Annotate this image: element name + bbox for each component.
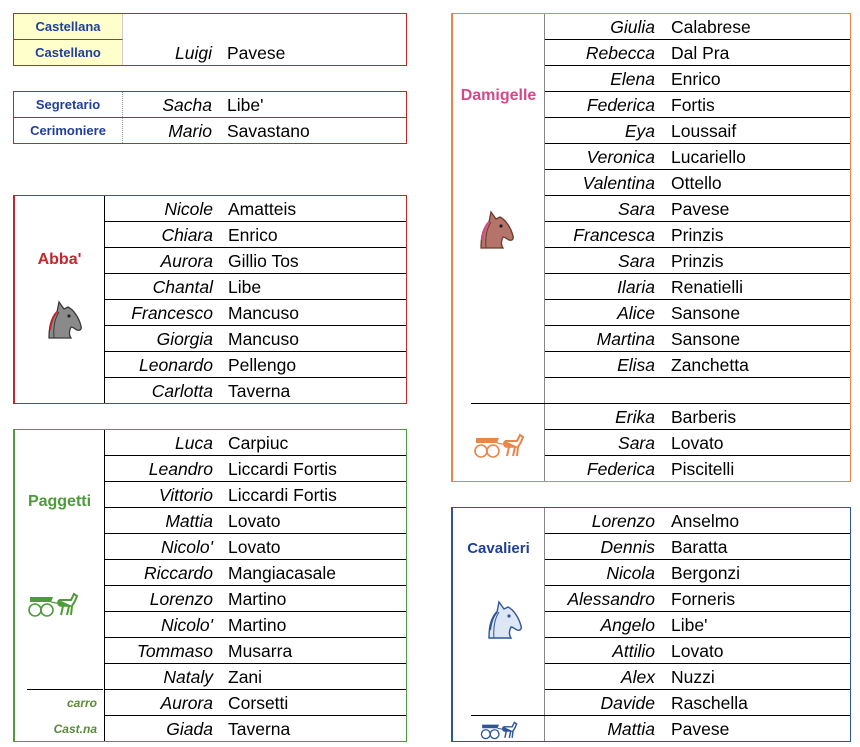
first-name: Veronica xyxy=(586,147,655,167)
horse-head-icon xyxy=(473,208,517,255)
last-name: Libe' xyxy=(227,95,264,115)
last-name: Martino xyxy=(228,589,287,609)
list-item xyxy=(105,378,406,404)
list-item xyxy=(545,430,850,456)
castellano-row xyxy=(122,40,406,66)
list-item xyxy=(545,586,850,612)
first-name: Angelo xyxy=(600,615,655,635)
paggetti-group xyxy=(13,429,407,742)
castellani-box xyxy=(13,13,407,66)
list-item xyxy=(545,222,850,248)
last-name: Martino xyxy=(228,615,287,635)
last-name: Savastano xyxy=(227,121,310,141)
abba-list xyxy=(105,196,406,403)
list-item xyxy=(105,664,406,690)
first-name: Luca xyxy=(175,433,213,453)
list-item xyxy=(105,300,406,326)
list-item xyxy=(105,638,406,664)
first-name: Chantal xyxy=(152,277,213,297)
segreteria-box xyxy=(13,91,407,144)
first-name: Nataly xyxy=(163,667,213,687)
list-item xyxy=(105,196,406,222)
first-name: Riccardo xyxy=(143,563,213,583)
separator-line xyxy=(27,689,103,690)
list-item xyxy=(105,274,406,300)
first-name: Eya xyxy=(624,121,655,141)
damigelle-label: Damigelle xyxy=(460,87,537,104)
castellano-label: Castellano xyxy=(35,45,101,60)
last-name: Enrico xyxy=(671,69,721,89)
last-name: Ottello xyxy=(671,173,722,193)
last-name: Prinzis xyxy=(671,225,724,245)
last-name: Carpiuc xyxy=(228,433,289,453)
segretario-label: Segretario xyxy=(14,92,123,117)
list-item xyxy=(105,430,406,456)
last-name: Prinzis xyxy=(671,251,724,271)
first-name: Valentina xyxy=(582,173,655,193)
last-name: Piscitelli xyxy=(671,459,735,479)
last-name: Liccardi Fortis xyxy=(228,459,337,479)
last-name: Anselmo xyxy=(671,511,740,531)
first-name: Giorgia xyxy=(156,329,213,349)
first-name: Vittorio xyxy=(158,485,213,505)
cavalieri-group xyxy=(451,507,851,742)
first-name: Nicolo' xyxy=(161,537,213,557)
last-name: Zani xyxy=(228,667,263,687)
list-item xyxy=(545,690,850,716)
last-name: Loussaif xyxy=(671,121,737,141)
list-item xyxy=(545,274,850,300)
last-name: Lovato xyxy=(228,511,281,531)
first-name: Ilaria xyxy=(617,277,655,297)
first-name: Lorenzo xyxy=(591,511,655,531)
list-item xyxy=(105,612,406,638)
first-name: Elisa xyxy=(617,355,655,375)
horse-head-icon xyxy=(41,298,85,345)
first-name: Sara xyxy=(618,199,655,219)
last-name: Pavese xyxy=(227,43,286,63)
last-name: Zanchetta xyxy=(671,355,749,375)
first-name: Federica xyxy=(586,95,655,115)
last-name: Pavese xyxy=(671,199,730,219)
first-name: Nicola xyxy=(606,563,655,583)
first-name: Attilio xyxy=(612,641,655,661)
list-item xyxy=(545,92,850,118)
first-name: Alex xyxy=(620,667,655,687)
first-name: Giada xyxy=(166,719,213,739)
list-item xyxy=(545,456,850,482)
damigelle-list xyxy=(545,14,850,481)
cerimoniere-label: Cerimoniere xyxy=(14,118,123,143)
last-name: Bergonzi xyxy=(671,563,741,583)
carro-role-label: carro xyxy=(66,696,97,710)
list-item xyxy=(545,196,850,222)
castellano-label-cell xyxy=(14,40,123,65)
last-name: Baratta xyxy=(671,537,728,557)
last-name: Sansone xyxy=(671,329,741,349)
first-name: Giulia xyxy=(610,17,655,37)
list-item xyxy=(105,326,406,352)
cerimoniere-row xyxy=(122,118,406,144)
first-name: Mattia xyxy=(607,719,655,739)
abba-label-panel xyxy=(15,196,105,403)
first-name: Tommaso xyxy=(136,641,213,661)
list-item xyxy=(545,326,850,352)
first-name: Aurora xyxy=(160,693,213,713)
paggetti-list xyxy=(105,430,406,741)
first-name: Carlotta xyxy=(151,381,213,401)
paggetti-label: Paggetti xyxy=(27,493,92,510)
first-name: Alessandro xyxy=(567,589,655,609)
list-item xyxy=(105,716,406,742)
horse-carriage-icon xyxy=(477,718,521,745)
list-item xyxy=(545,716,850,742)
list-item xyxy=(105,248,406,274)
first-name: Lorenzo xyxy=(149,589,213,609)
last-name: Enrico xyxy=(228,225,278,245)
horse-head-icon xyxy=(481,598,525,645)
first-name: Sara xyxy=(618,433,655,453)
last-name: Corsetti xyxy=(228,693,289,713)
list-item xyxy=(545,352,850,378)
list-item xyxy=(105,456,406,482)
first-name: Erika xyxy=(615,407,655,427)
last-name: Mancuso xyxy=(228,303,300,323)
first-name: Dennis xyxy=(600,537,655,557)
cavalieri-label: Cavalieri xyxy=(467,539,530,557)
last-name: Nuzzi xyxy=(671,667,715,687)
last-name: Sansone xyxy=(671,303,741,323)
first-name: Nicolo' xyxy=(161,615,213,635)
list-item xyxy=(105,534,406,560)
last-name: Pellengo xyxy=(228,355,297,375)
damigelle-group xyxy=(451,13,851,482)
last-name: Lucariello xyxy=(671,147,746,167)
list-item xyxy=(545,40,850,66)
last-name: Raschella xyxy=(671,693,748,713)
last-name: Libe' xyxy=(671,615,708,635)
last-name: Pavese xyxy=(671,719,730,739)
list-item xyxy=(545,248,850,274)
list-item xyxy=(545,534,850,560)
list-item xyxy=(545,118,850,144)
first-name: Alice xyxy=(617,303,655,323)
list-item xyxy=(545,66,850,92)
last-name: Lovato xyxy=(671,641,724,661)
list-item xyxy=(545,508,850,534)
last-name: Amatteis xyxy=(228,199,297,219)
abba-label: Abba' xyxy=(37,251,82,268)
last-name: Calabrese xyxy=(671,17,751,37)
first-name: Nicole xyxy=(164,199,213,219)
list-item xyxy=(545,638,850,664)
first-name: Luigi xyxy=(175,43,212,63)
last-name: Forneris xyxy=(671,589,736,609)
list-item xyxy=(105,690,406,716)
list-item xyxy=(105,222,406,248)
castellana-label-cell xyxy=(14,14,123,40)
first-name: Rebecca xyxy=(585,43,655,63)
last-name: Taverna xyxy=(228,719,291,739)
last-name: Mangiacasale xyxy=(228,563,336,583)
list-item xyxy=(105,586,406,612)
castellana-label: Castellana xyxy=(35,19,101,34)
list-item xyxy=(545,144,850,170)
paggetti-label-panel xyxy=(15,430,105,741)
list-item xyxy=(545,612,850,638)
list-item xyxy=(545,560,850,586)
list-item xyxy=(545,14,850,40)
first-name: Sacha xyxy=(162,95,212,115)
last-name: Barberis xyxy=(671,407,737,427)
last-name: Libe xyxy=(228,277,262,297)
list-item xyxy=(105,560,406,586)
first-name: Federica xyxy=(586,459,655,479)
first-name: Leonardo xyxy=(139,355,213,375)
list-item xyxy=(105,352,406,378)
horse-carriage-icon xyxy=(27,588,79,623)
last-name: Dal Pra xyxy=(671,43,730,63)
first-name: Aurora xyxy=(160,251,213,271)
last-name: Lovato xyxy=(671,433,724,453)
last-name: Fortis xyxy=(671,95,715,115)
horse-carriage-icon xyxy=(473,429,525,464)
first-name: Mario xyxy=(168,121,212,141)
last-name: Taverna xyxy=(228,381,291,401)
last-name: Musarra xyxy=(228,641,293,661)
castna-role-label: Cast.na xyxy=(53,722,97,736)
list-item xyxy=(545,170,850,196)
list-item xyxy=(545,404,850,430)
first-name: Leandro xyxy=(148,459,213,479)
first-name: Chiara xyxy=(161,225,213,245)
cavalieri-list xyxy=(545,508,850,741)
abba-group xyxy=(13,195,407,404)
last-name: Mancuso xyxy=(228,329,300,349)
list-item xyxy=(545,300,850,326)
first-name: Davide xyxy=(600,693,655,713)
first-name: Francesca xyxy=(573,225,655,245)
last-name: Liccardi Fortis xyxy=(228,485,337,505)
first-name: Elena xyxy=(610,69,655,89)
segretario-row xyxy=(122,92,406,118)
last-name: Lovato xyxy=(228,537,281,557)
list-item xyxy=(105,508,406,534)
last-name: Renatielli xyxy=(671,277,743,297)
first-name: Martina xyxy=(596,329,655,349)
first-name: Mattia xyxy=(165,511,213,531)
list-item xyxy=(545,664,850,690)
last-name: Gillio Tos xyxy=(228,251,299,271)
list-item xyxy=(105,482,406,508)
first-name: Sara xyxy=(618,251,655,271)
first-name: Francesco xyxy=(131,303,213,323)
